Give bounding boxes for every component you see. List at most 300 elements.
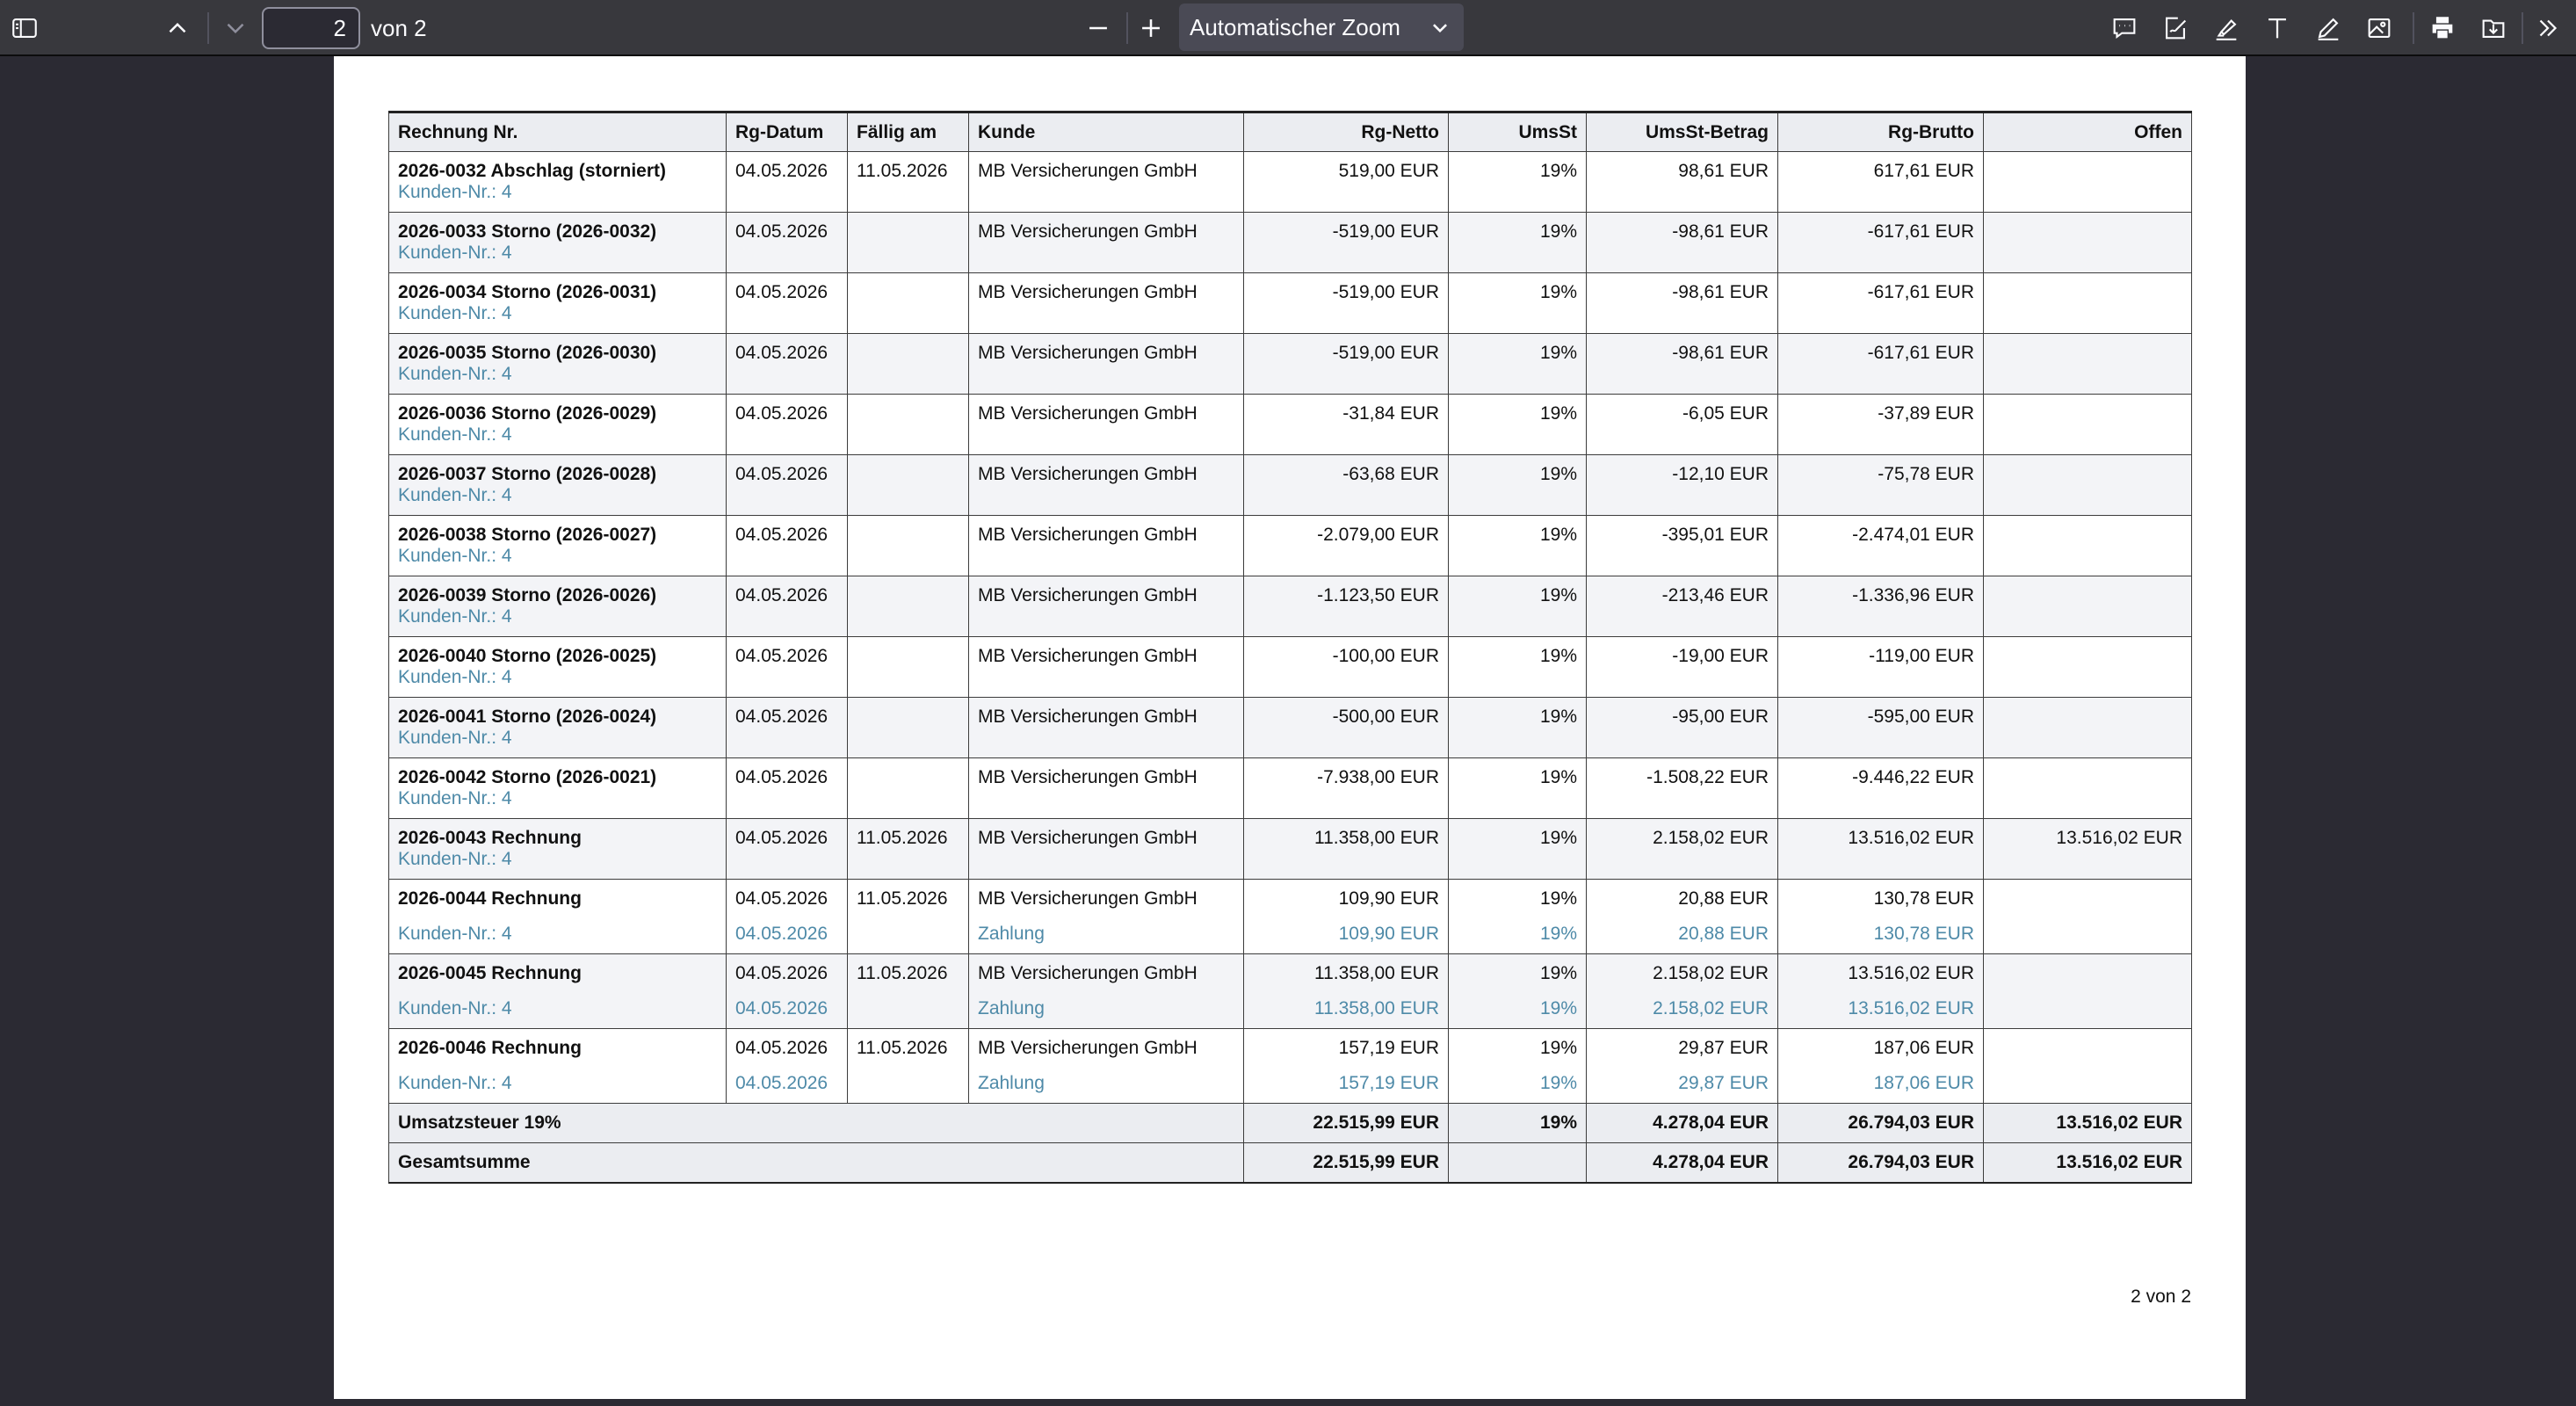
- payment-gross: [1778, 849, 1984, 880]
- net-amount: -7.938,00 EUR: [1244, 758, 1449, 789]
- open-amount: [1984, 213, 2192, 243]
- payment-net: [1244, 849, 1449, 880]
- empty-cell: [848, 667, 969, 698]
- vat-rate: 19%: [1449, 213, 1587, 243]
- empty-cell: [1984, 788, 2192, 819]
- payment-net: 11.358,00 EUR: [1244, 984, 1449, 1029]
- empty-cell: [1984, 849, 2192, 880]
- vat-amount: -213,46 EUR: [1587, 576, 1778, 607]
- vat-rate: 19%: [1449, 395, 1587, 425]
- payment-net: [1244, 303, 1449, 334]
- due-date: [848, 698, 969, 728]
- payment-gross: [1778, 667, 1984, 698]
- payment-vat-rate: [1449, 243, 1587, 273]
- save-icon[interactable]: [2472, 7, 2514, 49]
- vat-amount: -12,10 EUR: [1587, 455, 1778, 486]
- invoice-date: 04.05.2026: [727, 273, 848, 304]
- customer-number: Kunden-Nr.: 4: [389, 546, 727, 576]
- payment-vat-amount: [1587, 606, 1778, 637]
- summary-vat-amount: 4.278,04 EUR: [1587, 1104, 1778, 1143]
- net-amount: -1.123,50 EUR: [1244, 576, 1449, 607]
- summary-net: 22.515,99 EUR: [1244, 1143, 1449, 1184]
- table-row: [389, 880, 2192, 910]
- payment-date: 04.05.2026: [727, 1059, 848, 1104]
- payment-date: 04.05.2026: [727, 910, 848, 954]
- customer-number: Kunden-Nr.: 4: [389, 182, 727, 213]
- payment-vat-rate: [1449, 364, 1587, 395]
- open-amount: [1984, 516, 2192, 547]
- customer-number: Kunden-Nr.: 4: [389, 243, 727, 273]
- table-row: [389, 152, 2192, 183]
- invoice-number: 2026-0041 Storno (2026-0024): [389, 698, 727, 728]
- table-header-row: [389, 112, 2192, 152]
- chevron-up-icon[interactable]: [156, 7, 199, 49]
- gross-amount: -617,61 EUR: [1778, 213, 1984, 243]
- payment-label: [969, 728, 1244, 758]
- empty-cell: [1984, 485, 2192, 516]
- summary-vat-amount: 4.278,04 EUR: [1587, 1143, 1778, 1184]
- payment-vat-rate: [1449, 667, 1587, 698]
- empty-cell: [848, 546, 969, 576]
- sidebar-toggle-icon[interactable]: [4, 7, 46, 49]
- customer-number: Kunden-Nr.: 4: [389, 424, 727, 455]
- gross-amount: -595,00 EUR: [1778, 698, 1984, 728]
- gross-amount: -37,89 EUR: [1778, 395, 1984, 425]
- empty-cell: [848, 1059, 969, 1104]
- vat-summary-row: [389, 1104, 2192, 1143]
- vat-amount: -98,61 EUR: [1587, 213, 1778, 243]
- gross-amount: 130,78 EUR: [1778, 880, 1984, 910]
- due-date: [848, 273, 969, 304]
- payment-label: [969, 788, 1244, 819]
- image-icon[interactable]: [2358, 7, 2400, 49]
- open-amount: 13.516,02 EUR: [1984, 819, 2192, 850]
- payment-gross: 187,06 EUR: [1778, 1059, 1984, 1104]
- customer-number: Kunden-Nr.: 4: [389, 788, 727, 819]
- vat-rate: 19%: [1449, 516, 1587, 547]
- payment-label: [969, 606, 1244, 637]
- net-amount: -63,68 EUR: [1244, 455, 1449, 486]
- payment-vat-amount: [1587, 485, 1778, 516]
- open-amount: [1984, 954, 2192, 985]
- net-amount: -2.079,00 EUR: [1244, 516, 1449, 547]
- vat-amount: 29,87 EUR: [1587, 1029, 1778, 1060]
- payment-vat-amount: [1587, 182, 1778, 213]
- col-header-umsst-betrag: UmsSt-Betrag: [1587, 112, 1778, 152]
- payment-gross: [1778, 606, 1984, 637]
- total-row: [389, 1143, 2192, 1184]
- invoice-number: 2026-0046 Rechnung: [389, 1029, 727, 1060]
- payment-net: [1244, 788, 1449, 819]
- net-amount: -100,00 EUR: [1244, 637, 1449, 668]
- vat-amount: 2.158,02 EUR: [1587, 819, 1778, 850]
- vat-rate: 19%: [1449, 954, 1587, 985]
- payment-gross: [1778, 424, 1984, 455]
- payment-vat-amount: [1587, 728, 1778, 758]
- summary-gross: 26.794,03 EUR: [1778, 1143, 1984, 1184]
- empty-cell: [848, 364, 969, 395]
- payment-vat-rate: 19%: [1449, 910, 1587, 954]
- plus-icon[interactable]: [1130, 7, 1172, 49]
- empty-cell: [1984, 424, 2192, 455]
- due-date: 11.05.2026: [848, 152, 969, 183]
- due-date: [848, 455, 969, 486]
- invoice-number: 2026-0043 Rechnung: [389, 819, 727, 850]
- payment-label: [969, 424, 1244, 455]
- col-header-rg-datum: Rg-Datum: [727, 112, 848, 152]
- empty-cell: [1984, 728, 2192, 758]
- customer-number: Kunden-Nr.: 4: [389, 1059, 727, 1104]
- open-amount: [1984, 880, 2192, 910]
- invoice-number: 2026-0039 Storno (2026-0026): [389, 576, 727, 607]
- payment-label: [969, 849, 1244, 880]
- vat-rate: 19%: [1449, 819, 1587, 850]
- invoice-date: 04.05.2026: [727, 819, 848, 850]
- invoice-number: 2026-0038 Storno (2026-0027): [389, 516, 727, 547]
- col-header-offen: Offen: [1984, 112, 2192, 152]
- payment-net: 109,90 EUR: [1244, 910, 1449, 954]
- vat-rate: 19%: [1449, 576, 1587, 607]
- table-row: [389, 455, 2192, 486]
- gross-amount: -119,00 EUR: [1778, 637, 1984, 668]
- net-amount: 519,00 EUR: [1244, 152, 1449, 183]
- payment-vat-rate: [1449, 728, 1587, 758]
- customer-number: Kunden-Nr.: 4: [389, 303, 727, 334]
- empty-cell: [848, 788, 969, 819]
- net-amount: -519,00 EUR: [1244, 334, 1449, 365]
- payment-label: Zahlung: [969, 1059, 1244, 1104]
- due-date: 11.05.2026: [848, 954, 969, 985]
- vat-amount: 2.158,02 EUR: [1587, 954, 1778, 985]
- table-row-sub: [389, 303, 2192, 334]
- invoice-date: 04.05.2026: [727, 1029, 848, 1060]
- payment-net: [1244, 182, 1449, 213]
- empty-cell: [848, 728, 969, 758]
- vat-amount: -1.508,22 EUR: [1587, 758, 1778, 789]
- customer-number: Kunden-Nr.: 4: [389, 485, 727, 516]
- invoice-number: 2026-0042 Storno (2026-0021): [389, 758, 727, 789]
- table-row: [389, 273, 2192, 304]
- payment-date: [727, 849, 848, 880]
- open-amount: [1984, 273, 2192, 304]
- invoice-date: 04.05.2026: [727, 516, 848, 547]
- table-row-sub: [389, 788, 2192, 819]
- customer-name: MB Versicherungen GmbH: [969, 758, 1244, 789]
- invoice-number: 2026-0045 Rechnung: [389, 954, 727, 985]
- payment-vat-rate: 19%: [1449, 984, 1587, 1029]
- customer-name: MB Versicherungen GmbH: [969, 273, 1244, 304]
- open-amount: [1984, 576, 2192, 607]
- payment-vat-rate: 19%: [1449, 1059, 1587, 1104]
- payment-net: [1244, 667, 1449, 698]
- vat-rate: 19%: [1449, 334, 1587, 365]
- empty-cell: [1984, 182, 2192, 213]
- net-amount: 109,90 EUR: [1244, 880, 1449, 910]
- minus-icon[interactable]: [1077, 7, 1119, 49]
- chevron-down-icon: [1425, 12, 1455, 42]
- payment-gross: [1778, 788, 1984, 819]
- customer-name: MB Versicherungen GmbH: [969, 213, 1244, 243]
- customer-name: MB Versicherungen GmbH: [969, 954, 1244, 985]
- empty-cell: [848, 182, 969, 213]
- gross-amount: 13.516,02 EUR: [1778, 819, 1984, 850]
- net-amount: 11.358,00 EUR: [1244, 954, 1449, 985]
- vat-rate: 19%: [1449, 455, 1587, 486]
- payment-gross: [1778, 728, 1984, 758]
- customer-name: MB Versicherungen GmbH: [969, 152, 1244, 183]
- payment-net: [1244, 546, 1449, 576]
- payment-row: [389, 910, 2192, 954]
- highlight-icon[interactable]: [2205, 7, 2247, 49]
- payment-row: [389, 984, 2192, 1029]
- table-row-sub: [389, 485, 2192, 516]
- net-amount: -500,00 EUR: [1244, 698, 1449, 728]
- payment-label: [969, 303, 1244, 334]
- table-row: [389, 213, 2192, 243]
- table-row-sub: [389, 606, 2192, 637]
- due-date: [848, 516, 969, 547]
- gross-amount: -1.336,96 EUR: [1778, 576, 1984, 607]
- payment-vat-rate: [1449, 849, 1587, 880]
- table-row: [389, 516, 2192, 547]
- table-row-sub: [389, 243, 2192, 273]
- gross-amount: -75,78 EUR: [1778, 455, 1984, 486]
- payment-date: [727, 243, 848, 273]
- draw-icon[interactable]: [2307, 7, 2349, 49]
- empty-cell: [848, 303, 969, 334]
- payment-vat-amount: [1587, 546, 1778, 576]
- customer-number: Kunden-Nr.: 4: [389, 910, 727, 954]
- payment-vat-amount: [1587, 849, 1778, 880]
- empty-cell: [1984, 546, 2192, 576]
- customer-number: Kunden-Nr.: 4: [389, 849, 727, 880]
- payment-gross: [1778, 182, 1984, 213]
- customer-name: MB Versicherungen GmbH: [969, 880, 1244, 910]
- empty-cell: [1984, 984, 2192, 1029]
- vat-amount: -6,05 EUR: [1587, 395, 1778, 425]
- table-row-sub: [389, 424, 2192, 455]
- customer-name: MB Versicherungen GmbH: [969, 455, 1244, 486]
- payment-net: [1244, 243, 1449, 273]
- payment-vat-amount: [1587, 667, 1778, 698]
- double-chevron-right-icon[interactable]: [2527, 7, 2569, 49]
- payment-date: [727, 485, 848, 516]
- summary-label: Gesamtsumme: [389, 1143, 1244, 1184]
- invoice-table: [388, 111, 2192, 1184]
- empty-cell: [848, 910, 969, 954]
- vat-amount: -395,01 EUR: [1587, 516, 1778, 547]
- payment-vat-amount: [1587, 303, 1778, 334]
- table-row: [389, 758, 2192, 789]
- invoice-number: 2026-0044 Rechnung: [389, 880, 727, 910]
- invoice-date: 04.05.2026: [727, 213, 848, 243]
- invoice-date: 04.05.2026: [727, 395, 848, 425]
- payment-date: [727, 606, 848, 637]
- customer-number: Kunden-Nr.: 4: [389, 984, 727, 1029]
- vat-rate: 19%: [1449, 637, 1587, 668]
- summary-label: Umsatzsteuer 19%: [389, 1104, 1244, 1143]
- payment-label: [969, 364, 1244, 395]
- payment-date: [727, 303, 848, 334]
- customer-name: MB Versicherungen GmbH: [969, 516, 1244, 547]
- page-total-label: von 2: [371, 15, 427, 41]
- empty-cell: [848, 424, 969, 455]
- col-header-rg-brutto: Rg-Brutto: [1778, 112, 1984, 152]
- vat-amount: -95,00 EUR: [1587, 698, 1778, 728]
- payment-vat-amount: [1587, 424, 1778, 455]
- gross-amount: -617,61 EUR: [1778, 273, 1984, 304]
- payment-net: [1244, 424, 1449, 455]
- open-amount: [1984, 1029, 2192, 1060]
- table-row: [389, 698, 2192, 728]
- empty-cell: [848, 984, 969, 1029]
- invoice-number: 2026-0033 Storno (2026-0032): [389, 213, 727, 243]
- table-row: [389, 1029, 2192, 1060]
- table-row-sub: [389, 182, 2192, 213]
- payment-date: 04.05.2026: [727, 984, 848, 1029]
- col-header-kunde: Kunde: [969, 112, 1244, 152]
- payment-net: 157,19 EUR: [1244, 1059, 1449, 1104]
- payment-gross: [1778, 546, 1984, 576]
- vat-rate: 19%: [1449, 152, 1587, 183]
- payment-net: [1244, 728, 1449, 758]
- empty-cell: [1984, 606, 2192, 637]
- payment-label: [969, 667, 1244, 698]
- page-number-input[interactable]: 2: [262, 7, 360, 49]
- payment-gross: [1778, 364, 1984, 395]
- open-amount: [1984, 152, 2192, 183]
- payment-vat-rate: [1449, 546, 1587, 576]
- empty-cell: [1984, 243, 2192, 273]
- invoice-number: 2026-0034 Storno (2026-0031): [389, 273, 727, 304]
- due-date: [848, 334, 969, 365]
- payment-date: [727, 546, 848, 576]
- toolbar-divider: [207, 12, 209, 44]
- vat-amount: -98,61 EUR: [1587, 334, 1778, 365]
- summary-open: 13.516,02 EUR: [1984, 1104, 2192, 1143]
- summary-gross: 26.794,03 EUR: [1778, 1104, 1984, 1143]
- customer-name: MB Versicherungen GmbH: [969, 395, 1244, 425]
- col-header-umsst: UmsSt: [1449, 112, 1587, 152]
- toolbar-divider: [2413, 12, 2414, 44]
- payment-gross: [1778, 243, 1984, 273]
- open-amount: [1984, 698, 2192, 728]
- due-date: 11.05.2026: [848, 819, 969, 850]
- payment-gross: 130,78 EUR: [1778, 910, 1984, 954]
- vat-amount: -19,00 EUR: [1587, 637, 1778, 668]
- payment-vat-amount: [1587, 788, 1778, 819]
- empty-cell: [1984, 910, 2192, 954]
- invoice-number: 2026-0036 Storno (2026-0029): [389, 395, 727, 425]
- col-header-rechnung-nr: Rechnung Nr.: [389, 112, 727, 152]
- payment-date: [727, 424, 848, 455]
- vat-amount: 20,88 EUR: [1587, 880, 1778, 910]
- payment-date: [727, 182, 848, 213]
- due-date: [848, 576, 969, 607]
- payment-net: [1244, 485, 1449, 516]
- customer-number: Kunden-Nr.: 4: [389, 606, 727, 637]
- invoice-number: 2026-0037 Storno (2026-0028): [389, 455, 727, 486]
- vat-rate: 19%: [1449, 880, 1587, 910]
- gross-amount: 187,06 EUR: [1778, 1029, 1984, 1060]
- gross-amount: 13.516,02 EUR: [1778, 954, 1984, 985]
- vat-rate: 19%: [1449, 758, 1587, 789]
- invoice-number: 2026-0032 Abschlag (storniert): [389, 152, 727, 183]
- invoice-date: 04.05.2026: [727, 152, 848, 183]
- payment-gross: [1778, 485, 1984, 516]
- summary-net: 22.515,99 EUR: [1244, 1104, 1449, 1143]
- payment-vat-rate: [1449, 182, 1587, 213]
- table-row-sub: [389, 667, 2192, 698]
- gross-amount: -2.474,01 EUR: [1778, 516, 1984, 547]
- chevron-down-icon[interactable]: [214, 7, 257, 49]
- summary-vat-rate: 19%: [1449, 1104, 1587, 1143]
- invoice-number: 2026-0035 Storno (2026-0030): [389, 334, 727, 365]
- empty-cell: [848, 485, 969, 516]
- customer-number: Kunden-Nr.: 4: [389, 667, 727, 698]
- open-amount: [1984, 758, 2192, 789]
- customer-name: MB Versicherungen GmbH: [969, 637, 1244, 668]
- text-icon[interactable]: [2256, 7, 2298, 49]
- payment-vat-amount: 2.158,02 EUR: [1587, 984, 1778, 1029]
- table-row: [389, 819, 2192, 850]
- open-amount: [1984, 334, 2192, 365]
- toolbar-divider: [2522, 12, 2523, 44]
- table-row: [389, 954, 2192, 985]
- customer-number: Kunden-Nr.: 4: [389, 728, 727, 758]
- invoice-date: 04.05.2026: [727, 455, 848, 486]
- payment-date: [727, 667, 848, 698]
- table-row: [389, 637, 2192, 668]
- payment-label: [969, 546, 1244, 576]
- payment-vat-rate: [1449, 303, 1587, 334]
- payment-gross: 13.516,02 EUR: [1778, 984, 1984, 1029]
- customer-name: MB Versicherungen GmbH: [969, 334, 1244, 365]
- comment-icon[interactable]: [2103, 7, 2145, 49]
- print-icon[interactable]: [2421, 7, 2464, 49]
- payment-vat-amount: [1587, 243, 1778, 273]
- gross-amount: -617,61 EUR: [1778, 334, 1984, 365]
- zoom-select-value: Automatischer Zoom: [1190, 14, 1400, 40]
- open-amount: [1984, 395, 2192, 425]
- table-row-sub: [389, 364, 2192, 395]
- payment-label: Zahlung: [969, 910, 1244, 954]
- empty-cell: [1984, 364, 2192, 395]
- pdf-page: [334, 56, 2246, 1399]
- open-amount: [1984, 455, 2192, 486]
- summary-open: 13.516,02 EUR: [1984, 1143, 2192, 1184]
- pdf-toolbar: [0, 0, 2576, 56]
- net-amount: -519,00 EUR: [1244, 213, 1449, 243]
- signature-icon[interactable]: [2154, 7, 2196, 49]
- toolbar-divider: [1126, 12, 1128, 44]
- zoom-select[interactable]: [1179, 4, 1464, 51]
- payment-vat-rate: [1449, 606, 1587, 637]
- vat-rate: 19%: [1449, 273, 1587, 304]
- due-date: [848, 395, 969, 425]
- empty-cell: [848, 849, 969, 880]
- net-amount: -519,00 EUR: [1244, 273, 1449, 304]
- customer-name: MB Versicherungen GmbH: [969, 819, 1244, 850]
- empty-cell: [848, 606, 969, 637]
- payment-date: [727, 364, 848, 395]
- empty-cell: [1984, 667, 2192, 698]
- invoice-date: 04.05.2026: [727, 758, 848, 789]
- summary-vat-rate: [1449, 1143, 1587, 1184]
- due-date: [848, 637, 969, 668]
- table-row-sub: [389, 546, 2192, 576]
- customer-name: MB Versicherungen GmbH: [969, 1029, 1244, 1060]
